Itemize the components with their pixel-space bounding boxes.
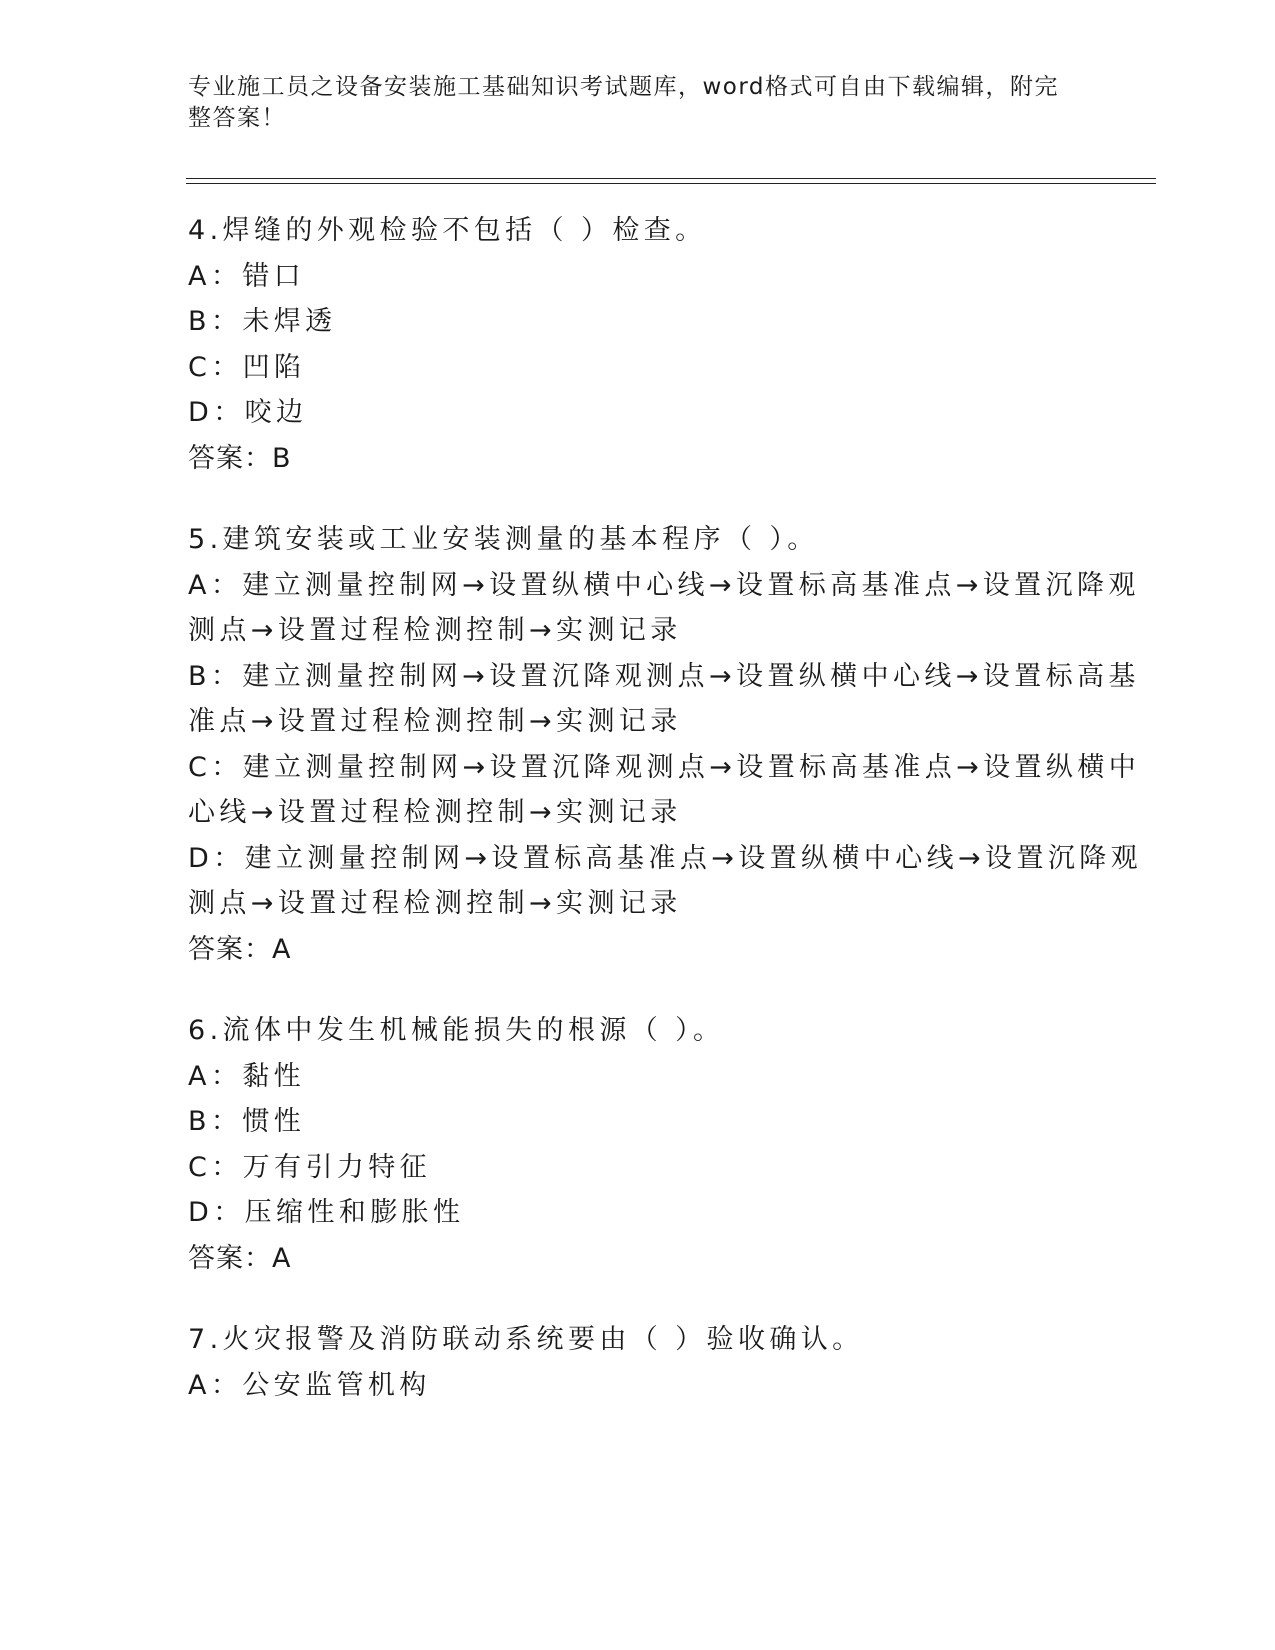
option-line: A：错口 <box>188 260 306 292</box>
question-5 <box>188 517 1143 972</box>
option-line: B：建立测量控制网→设置沉降观测点→设置纵横中心线→设置标高基 <box>188 660 1140 692</box>
option-line: 心线→设置过程检测控制→实测记录 <box>188 797 682 828</box>
question-stem: 7.火灾报警及消防联动系统要由（ ）验收确认。 <box>188 1324 864 1355</box>
option-line: A：建立测量控制网→设置纵横中心线→设置标高基准点→设置沉降观 <box>188 569 1140 601</box>
option-line: A：公安监管机构 <box>188 1369 431 1401</box>
header-line: 整答案！ <box>188 105 286 131</box>
option-line: B：未焊透 <box>188 306 337 337</box>
question-stem: 6.流体中发生机械能损失的根源（ ）。 <box>188 1015 725 1046</box>
option-line: 测点→设置过程检测控制→实测记录 <box>188 888 682 919</box>
header-line: 专业施工员之设备安装施工基础知识考试题库，word格式可自由下载编辑，附完 <box>188 74 1060 100</box>
option-line: C：建立测量控制网→设置沉降观测点→设置标高基准点→设置纵横中 <box>188 751 1141 783</box>
header-divider <box>186 183 1156 184</box>
option-line: 准点→设置过程检测控制→实测记录 <box>188 706 682 737</box>
option-line: C：凹陷 <box>188 351 306 383</box>
option-line: D：建立测量控制网→设置标高基准点→设置纵横中心线→设置沉降观 <box>188 842 1143 874</box>
question-6 <box>188 1008 1088 1281</box>
header-divider <box>186 178 1156 179</box>
option-line: B：惯性 <box>188 1106 306 1137</box>
question-stem: 4.焊缝的外观检验不包括（ ）检查。 <box>188 215 707 246</box>
question-list <box>188 208 1143 1444</box>
question-7 <box>188 1317 1088 1408</box>
question-stem: 5.建筑安装或工业安装测量的基本程序（ ）。 <box>188 524 819 555</box>
answer-line: 答案：A <box>188 933 292 965</box>
option-line: D：压缩性和膨胀性 <box>188 1197 465 1228</box>
option-line: C：万有引力特征 <box>188 1151 432 1183</box>
option-line: 测点→设置过程检测控制→实测记录 <box>188 615 682 646</box>
option-line: D：咬边 <box>188 397 308 428</box>
question-4 <box>188 208 1088 481</box>
document-header <box>188 72 1068 134</box>
answer-line: 答案：B <box>188 442 292 474</box>
answer-line: 答案：A <box>188 1242 292 1274</box>
option-line: A：黏性 <box>188 1060 306 1092</box>
